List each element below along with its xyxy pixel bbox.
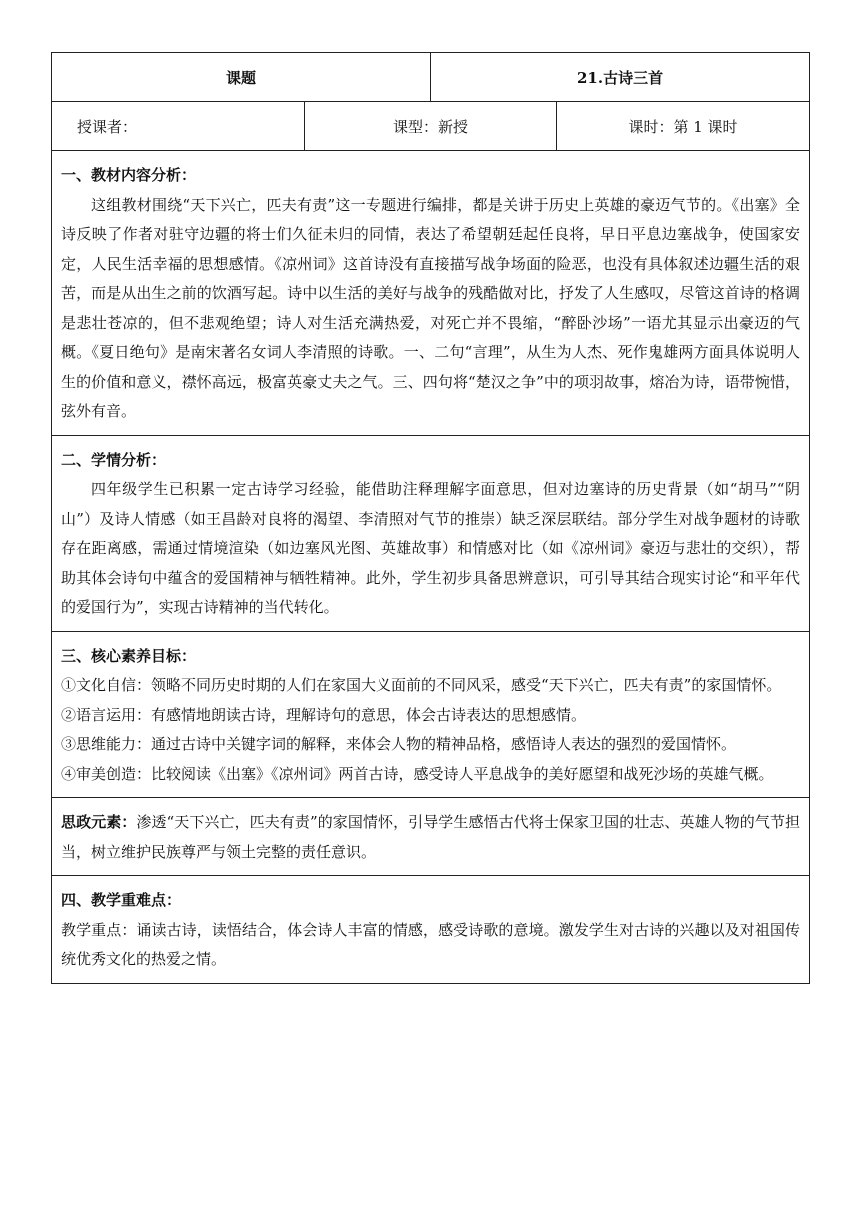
topic-value: 21.古诗三首 (576, 68, 664, 87)
period: 课时：第 1 课时 (628, 117, 738, 136)
lesson-type: 课型：新授 (393, 117, 469, 136)
textbook-analysis-row (52, 151, 810, 436)
goal-item: ④审美创造：比较阅读《出塞》《凉州词》两首古诗，感受诗人平息战争的美好愿望和战死沙场的英雄气概。 (61, 764, 774, 783)
section-body: 四年级学生已积累一定古诗学习经验，能借助注释理解字面意思，但对边塞诗的历史背景（如“胡马”“阴山”）及诗人情感（如王昌龄对良将的渴望、李清照对气节的推崇）缺乏深层联结。部分学生对战争题材的诗歌存在距离感，需通过情境渲染（如边塞风光图、英雄故事）和情感对比（如《凉州词》豪迈与悲壮的交织），帮助其体会诗句中蕴含的爱国精神与牺牲精神。此外，学生初步具备思辨意识，可引导其结合现实讨论“和平年代的爱国行为”，实现古诗精神的当代转化。 (61, 480, 801, 616)
section-title: 三、核心素养目标： (61, 646, 197, 665)
ideology-body: 渗透“天下兴亡，匹夫有责”的家国情怀，引导学生感悟古代将士保家卫国的壮志、英雄人物的气节担当，树立维护民族尊严与领土完整的责任意识。 (61, 813, 801, 861)
core-goals-cell (52, 631, 810, 798)
lesson-plan-table (51, 52, 810, 984)
topic-value-cell (431, 53, 810, 102)
ideology-paragraph (61, 808, 800, 867)
student-analysis-cell (52, 435, 810, 631)
meta-row (52, 102, 810, 151)
section-title: 二、学情分析： (61, 450, 167, 469)
section-title: 四、教学重难点： (61, 891, 182, 909)
period-cell (557, 102, 810, 151)
goal-item: ③思维能力：通过古诗中关键字词的解释，来体会人物的精神品格，感悟诗人表达的强烈的爱国情怀。 (61, 735, 737, 753)
key-points-cell (52, 876, 810, 984)
section-body: 教学重点：诵读古诗，读悟结合，体会诗人丰富的情感，感受诗歌的意境。激发学生对古诗的兴趣以及对祖国传统优秀文化的热爱之情。 (61, 920, 801, 968)
teacher-cell (52, 102, 305, 151)
goal-item: ①文化自信：领略不同历史时期的人们在家国大义面前的不同风采，感受“天下兴亡，匹夫有责”的家国情怀。 (61, 676, 782, 694)
lesson-type-cell (305, 102, 557, 151)
textbook-analysis-cell (52, 151, 810, 436)
ideology-label: 思政元素： (61, 813, 137, 831)
goal-item: ②语言运用：有感情地朗读古诗，理解诗句的意思，体会古诗表达的思想感情。 (61, 705, 587, 724)
ideology-row (52, 798, 810, 876)
section-title: 一、教材内容分析： (61, 166, 197, 184)
key-points-row (52, 876, 810, 984)
student-analysis-row (52, 435, 810, 631)
teacher-label: 授课者： (77, 117, 138, 136)
topic-label-cell (52, 53, 431, 102)
topic-label: 课题 (226, 68, 257, 87)
header-row (52, 53, 810, 102)
core-goals-row (52, 631, 810, 798)
lesson-plan (51, 52, 809, 984)
ideology-cell (52, 798, 810, 876)
section-body: 这组教材围绕“天下兴亡，匹夫有责”这一专题进行编排，都是关讲于历史上英雄的豪迈气节的。《出塞》全诗反映了作者对驻守边疆的将士们久征未归的同情，表达了希望朝廷起任良将，早日平息边塞战争，使国家安定，人民生活幸福的思想感情。《凉州词》这首诗没有直接描写战争场面的险恶，也没有具体叙述边疆生活的艰苦，而是从出生之前的饮酒写起。诗中以生活的美好与战争的残酷做对比，抒发了人生感叹，尽管这首诗的格调是悲壮苍凉的，但不悲观绝望；诗人对生活充满热爱，对死亡并不畏缩，“醉卧沙场”一语尤其显示出豪迈的气概。《夏日绝句》是南宋著名女词人李清照的诗歌。一、二句“言理”，从生为人杰、死作鬼雄两方面具体说明人生的价值和意义，襟怀高远，极富英豪丈夫之气。三、四句将“楚汉之争”中的项羽故事，熔冶为诗，语带惋惜，弦外有音。 (61, 195, 801, 420)
